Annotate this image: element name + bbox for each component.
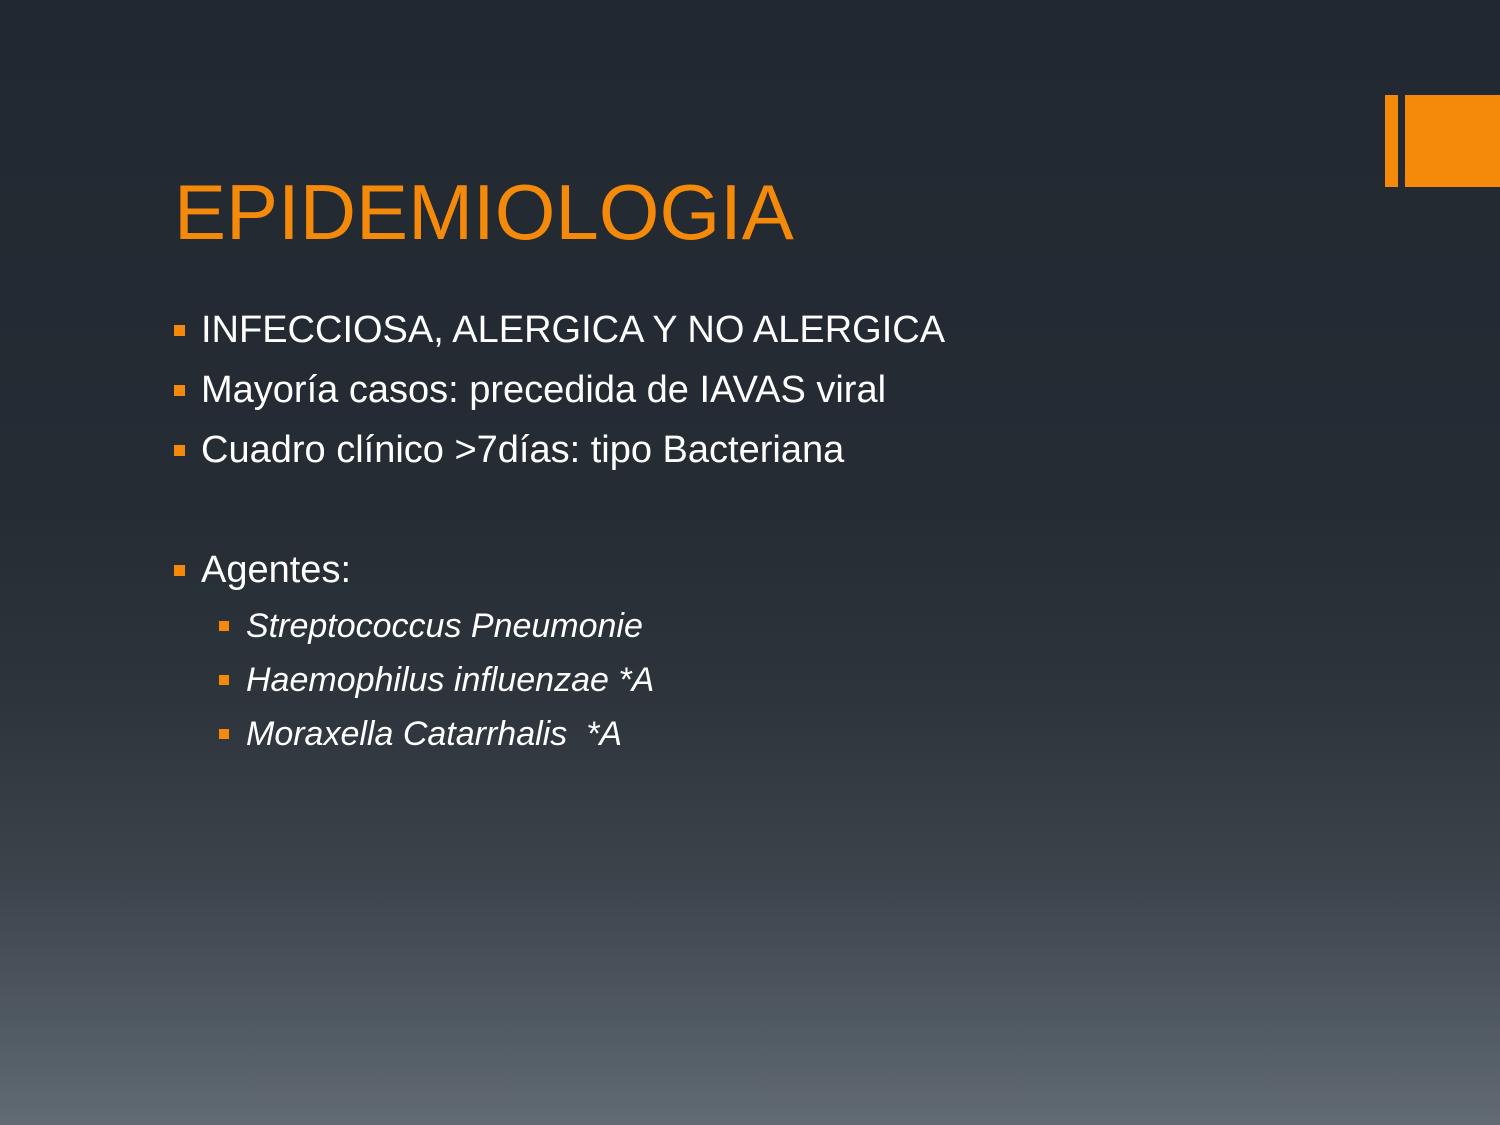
square-bullet-icon <box>174 445 185 456</box>
square-bullet-icon <box>174 385 185 396</box>
square-bullet-icon <box>174 325 185 336</box>
bullet-text: Mayoría casos: precedida de IAVAS viral <box>201 368 887 411</box>
square-bullet-icon <box>219 729 229 739</box>
bullet-item <box>174 545 351 595</box>
sub-bullet-item <box>219 712 622 756</box>
slide-title: EPIDEMIOLOGIA <box>174 168 794 256</box>
square-bullet-icon <box>219 621 229 631</box>
bullet-text: INFECCIOSA, ALERGICA Y NO ALERGICA <box>201 308 946 351</box>
bullet-text: Cuadro clínico >7días: tipo Bacteriana <box>201 428 845 471</box>
sub-bullet-text: Moraxella Catarrhalis *A <box>246 714 623 753</box>
bullet-item <box>174 425 844 475</box>
bullet-item <box>174 365 886 415</box>
square-bullet-icon <box>174 565 185 576</box>
square-bullet-icon <box>219 675 229 685</box>
accent-bar-thin <box>1385 95 1398 187</box>
accent-bar-wide <box>1405 95 1500 187</box>
bullet-text: Agentes: <box>201 548 351 591</box>
sub-bullet-item <box>219 604 643 648</box>
bullet-item <box>174 305 945 355</box>
sub-bullet-item <box>219 658 654 702</box>
sub-bullet-text: Streptococcus Pneumonie <box>246 606 643 645</box>
sub-bullet-text: Haemophilus influenzae *A <box>246 660 655 699</box>
